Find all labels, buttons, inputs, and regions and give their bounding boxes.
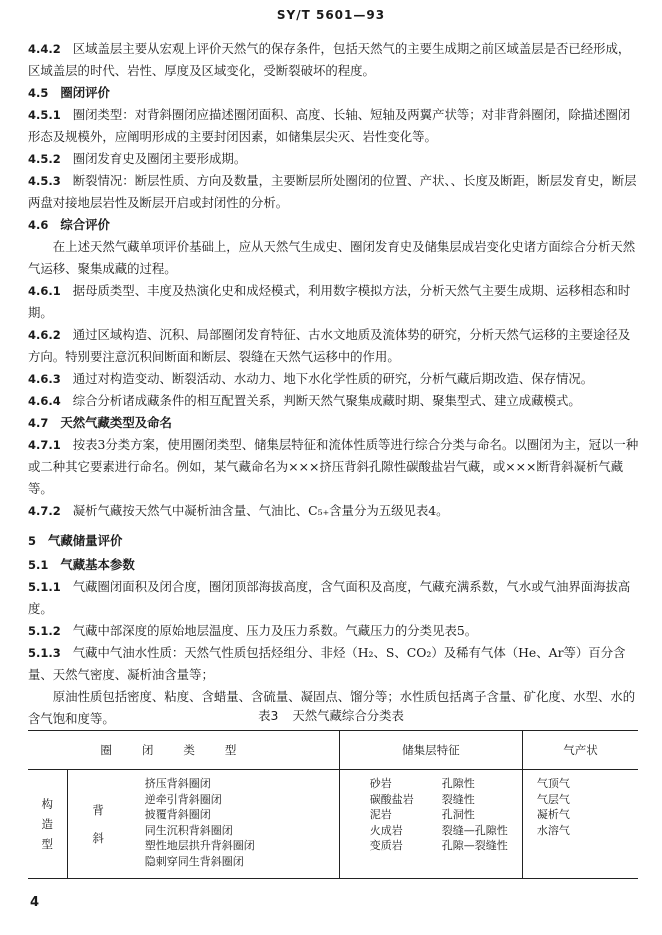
- section-heading-4-5: [28, 82, 640, 104]
- header-trap-type: 圈闭类型: [28, 731, 339, 770]
- clause-text: 圈闭类型：对背斜圈闭应描述圈闭面积、高度、长轴、短轴及两翼产状等；对非背斜圈闭，除描述圈闭形态及规模外，应阐明形成的主要封闭因素，如储集层尖灭、岩性变化等。: [28, 107, 631, 144]
- category-label: 构 造 型: [41, 796, 53, 851]
- reservoir-list: [339, 770, 522, 879]
- table-3-caption: [0, 706, 662, 724]
- gas-state-item: 气顶气: [536, 777, 570, 790]
- clause-4-6-3: [28, 368, 640, 390]
- category-cell: [28, 770, 67, 879]
- porosity-type: 裂缝—孔隙性: [441, 823, 508, 837]
- gas-state-item: 凝析气: [536, 808, 570, 822]
- clause-4-6-2: [28, 324, 640, 368]
- clause-4-7-2: [28, 500, 640, 522]
- clause-text: 区域盖层主要从宏观上评价天然气的保存条件，包括天然气的主要生成期之前区域盖层是否已经形成，区域盖层的时代、岩性、厚度及区域变化，受断裂破坏的程度。: [28, 41, 631, 78]
- table-number: 表3: [258, 708, 279, 723]
- clause-text: 综合分析诸成藏条件的相互配置关系，判断天然气聚集成藏时期、聚集型式、建立成藏模式。: [72, 393, 581, 408]
- clause-number: 4.5.3: [28, 174, 61, 188]
- trap-type-list: [129, 770, 339, 879]
- reservoir-item: [340, 776, 522, 792]
- clause-text: 圈闭发育史及圈闭主要形成期。: [72, 151, 247, 166]
- paragraph-5-1-3-cont: 原油性质包括密度、粘度、含蜡量、含硫量、凝固点、馏分等；水性质包括离子含量、矿化度、水型、水的含气饱和度等。: [28, 689, 636, 726]
- clause-5-1-2: [28, 620, 640, 642]
- reservoir-item: [340, 792, 522, 808]
- section-heading-4-6: [28, 214, 640, 236]
- clause-text: 断裂情况：断层性质、方向及数量，主要断层所处圈闭的位置、产状、、长度及断距，断层发育史，断层两盘对接地层岩性及断层开启或封闭性的分析。: [28, 173, 637, 210]
- paragraph-4-6-intro: 在上述天然气藏单项评价基础上，应从天然气生成史、圈闭发育史及储集层成岩变化史诸方面综合分析天然气运移、聚集成藏的过程。: [28, 239, 636, 276]
- section-number: 4.5: [28, 86, 49, 100]
- section-title: 圈闭评价: [60, 85, 110, 100]
- clause-text: 凝析气藏按天然气中凝析油含量、气油比、C₅₊含量分为五级见表4。: [72, 503, 449, 518]
- porosity-type: 裂缝性: [441, 792, 475, 806]
- section-number: 5: [28, 534, 37, 548]
- trap-type-item: 塑性地层拱升背斜圈闭: [144, 839, 255, 853]
- section-title: 气藏储量评价: [48, 533, 123, 548]
- clause-text: 按表3分类方案，使用圈闭类型、储集层特征和流体性质等进行综合分类与命名。以圈闭为主，冠以一种或二种其它要素进行命名。例如，某气藏命名为×××挤压背斜孔隙性碳酸盐岩气藏，或×××断背斜凝析气藏等。: [28, 437, 639, 496]
- table-header-row: [28, 731, 638, 770]
- table-row: [28, 770, 638, 879]
- rock-type: 变质岩: [369, 839, 403, 853]
- section-title: 综合评价: [60, 217, 110, 232]
- rock-type: 火成岩: [369, 823, 403, 837]
- gas-state-item: 水溶气: [536, 823, 570, 837]
- clause-number: 4.5.2: [28, 152, 61, 166]
- header-reservoir: 储集层特征: [339, 731, 522, 770]
- clause-4-5-1: [28, 104, 640, 148]
- clause-number: 4.5.1: [28, 108, 61, 122]
- section-heading-5: [28, 530, 640, 552]
- clause-5-1-1: [28, 576, 640, 620]
- reservoir-item: [340, 838, 522, 854]
- clause-number: 4.6.2: [28, 328, 61, 342]
- clause-4-5-3: [28, 170, 640, 214]
- gas-state-list: [522, 770, 638, 879]
- clause-5-1-3: [28, 642, 640, 686]
- porosity-type: 孔隙—裂缝性: [441, 839, 508, 853]
- clause-4-5-2: [28, 148, 640, 170]
- clause-text: 气藏中气油水性质：天然气性质包括烃组分、非烃（H₂、S、CO₂）及稀有气体（He、Ar等）百分含量、天然气密度、凝析油含量等；: [28, 645, 626, 682]
- trap-type-item: 披覆背斜圈闭: [144, 808, 211, 822]
- clause-text: 据母质类型、丰度及热演化史和成烃模式，利用数字模拟方法，分析天然气主要生成期、运移相态和时期。: [28, 283, 631, 320]
- section-title: 天然气藏类型及命名: [60, 415, 172, 430]
- trap-type-item: 隐刺穿同生背斜圈闭: [144, 854, 244, 868]
- clause-4-6-4: [28, 390, 640, 412]
- trap-type-item: 逆牵引背斜圈闭: [144, 792, 222, 806]
- clause-text: 气藏圈闭面积及闭合度，圈闭顶部海拔高度，含气面积及高度，气藏充满系数，气水或气油界面海拔高度。: [28, 579, 631, 616]
- section-heading-5-1: [28, 554, 640, 576]
- clause-number: 4.6.4: [28, 394, 61, 408]
- table-title: 天然气藏综合分类表: [292, 708, 404, 723]
- page-number: 4: [30, 895, 40, 910]
- clause-number: 5.1.3: [28, 646, 61, 660]
- porosity-type: 孔隙性: [441, 777, 475, 790]
- clause-text: 通过区域构造、沉积、局部圈闭发育特征、古水文地质及流体势的研究，分析天然气运移的主要途径及方向。特别要注意沉积间断面和断层、裂缝在天然气运移中的作用。: [28, 327, 631, 364]
- clause-4-4-2: [28, 38, 640, 82]
- page-header: SY/T 5601—93: [276, 8, 386, 22]
- section-number: 4.6: [28, 218, 49, 232]
- clause-4-7-1: [28, 434, 640, 500]
- clause-number: 4.6.1: [28, 284, 61, 298]
- clause-number: 4.7.2: [28, 504, 61, 518]
- clause-number: 4.6.3: [28, 372, 61, 386]
- header-gas-state: 气产状: [522, 731, 638, 770]
- clause-number: 4.7.1: [28, 438, 61, 452]
- subcategory-cell: [67, 770, 129, 879]
- gas-state-item: 气层气: [536, 792, 570, 806]
- clause-4-6-1: [28, 280, 640, 324]
- section-heading-4-7: [28, 412, 640, 434]
- reservoir-item: [340, 823, 522, 839]
- clause-text: 气藏中部深度的原始地层温度、压力及压力系数。气藏压力的分类见表5。: [72, 623, 478, 638]
- porosity-type: 孔洞性: [441, 808, 475, 822]
- document-body: [28, 38, 640, 730]
- section-title: 气藏基本参数: [60, 557, 135, 572]
- rock-type: 泥岩: [369, 808, 392, 822]
- reservoir-item: [340, 807, 522, 823]
- trap-type-item: 同生沉积背斜圈闭: [144, 823, 233, 837]
- clause-number: 4.4.2: [28, 42, 61, 56]
- section-number: 4.7: [28, 416, 49, 430]
- rock-type: 砂岩: [369, 777, 392, 790]
- table-3: [28, 730, 638, 879]
- trap-type-item: 挤压背斜圈闭: [144, 777, 211, 790]
- rock-type: 碳酸盐岩: [369, 792, 414, 806]
- clause-number: 5.1.1: [28, 580, 61, 594]
- section-number: 5.1: [28, 558, 49, 572]
- clause-text: 通过对构造变动、断裂活动、水动力、地下水化学性质的研究，分析气藏后期改造、保存情况。: [72, 371, 594, 386]
- clause-number: 5.1.2: [28, 624, 61, 638]
- subcategory-label: 背 斜: [92, 802, 104, 845]
